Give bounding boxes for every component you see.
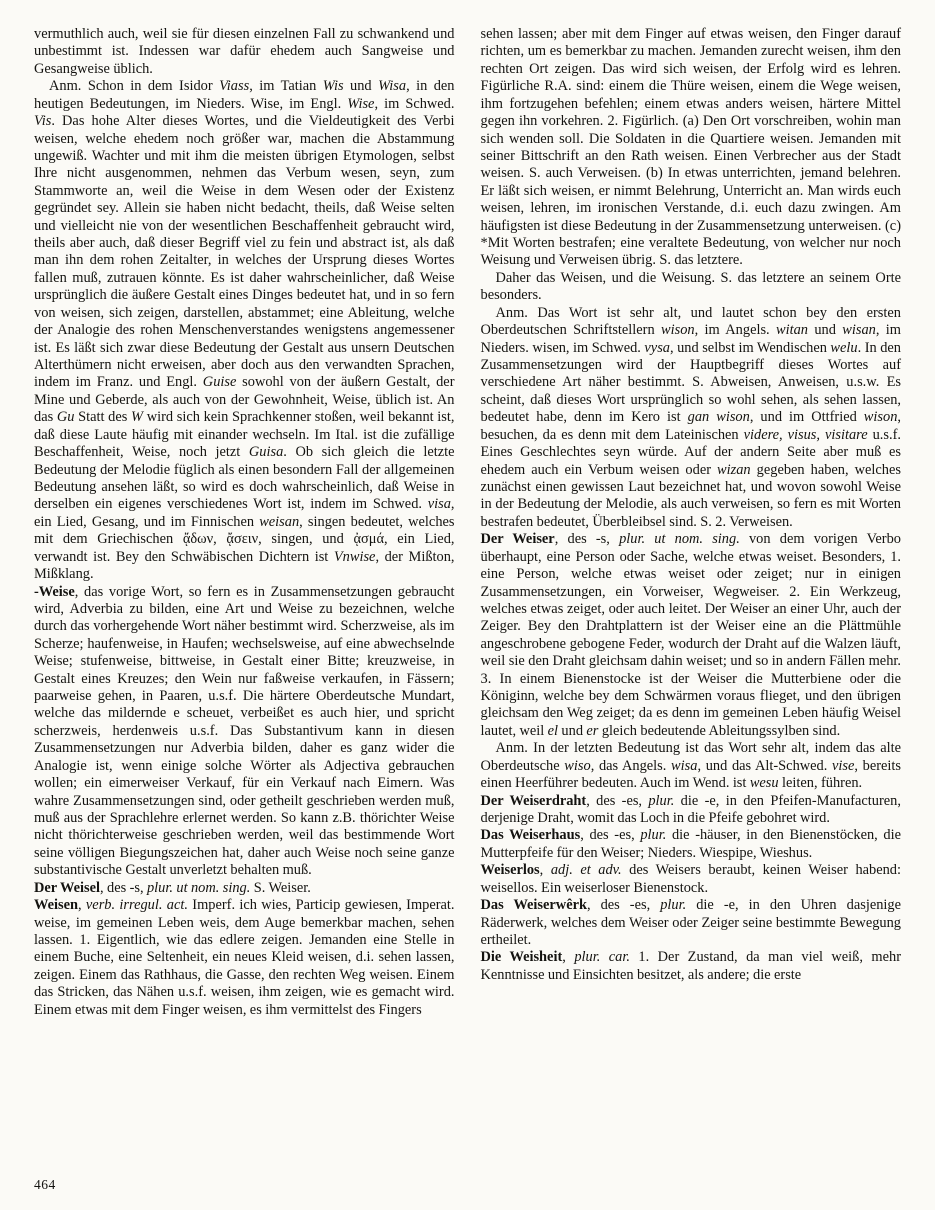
text-run: , bereits einen Heerführer bedeuten. Auch im Wend. ist — [480, 757, 901, 792]
text-run: die -e, in den Uhren dasjenige Räderwerk, welches dem Weiser oder Zeiger seine bestimmte Bewegung ertheilet. — [480, 897, 901, 948]
text-run: , — [539, 862, 551, 879]
entry-weiserwerk — [481, 897, 902, 949]
text-run: des Weisers beraubt, keinen Weiser habend: weisellos. Ein weiserloser Bienenstock. — [480, 862, 901, 896]
text-run: , in den heutigen Bedeutungen, im Nieders. Wise, im Engl. — [34, 78, 455, 112]
page-footer — [34, 1176, 56, 1194]
text-run: Anm. In der letzten Bedeutung ist das Wort sehr alt, indem das alte Oberdeutsche — [480, 740, 901, 774]
anm-weiser — [481, 740, 902, 792]
text-run: , im Angels. — [694, 322, 776, 339]
text-run: leiten, führen. — [778, 775, 863, 792]
text-run: von dem vorigen Verbo überhaupt, eine Person oder Sache, welche etwas weiset. Besonders, 1. eine Person, welche etwas weiset oder zeiget; nur in einigen Zusammensetzungen, ein Vorweiser, Wegweiser. 2. Ein Werkzeug, welches etwas zeiget, oder auch leitet. Der Weiser an einer Uhr, auch der Zeiger. Bey den Drahtplattern ist der Weiser eine an die Plättmühle angeschrobene gebogene Feder, wodurch der Draht auf die Walzen läuft, weil sie den Draht gleichsam dahin weiset; und so in andern Fällen mehr. 3. In einem Bienenstocke ist der Weiser die Mutterbiene oder die Königinn, welche bey dem Schwärmen voraus flieget, und den übrigen gleichsam den Weg zeiget; da es denn im gemeinen Leben häufig Weisel lautet, weil — [480, 531, 901, 739]
text-run: wird sich kein Sprachkenner stoßen, weil bekannt ist, daß diese Laute häufig mit einander wechseln. Im Ital. ist die zufällige Beschaffenheit, Weise, noch jetzt — [34, 409, 455, 461]
text-run: und — [558, 722, 587, 739]
text-run: Wisa — [378, 78, 407, 95]
text-run: wesu — [749, 775, 779, 792]
text-run: u.s.f. Eines Geschlechtes seyn würde. Auf der andern Seite aber muß es ehedem auch ein Verbum weisen oder — [480, 426, 901, 478]
text-run: plur. — [640, 827, 667, 844]
text-run: . In den Zusammensetzungen wird der Hauptbegriff dieses Wortes auf verschiedene Art näher bestimmt. S. Abweisen, Anweisen, u.s.w. Es scheint, daß dieses Wort ursprünglich so wohl sehen, als sehen lassen, bedeutet habe, denn im Kero ist — [480, 339, 901, 426]
text-run: plur. ut nom. sing. — [619, 531, 740, 548]
text-run: verb. irregul. act. — [85, 897, 188, 914]
text-run: er — [586, 722, 599, 739]
text-run: Imperf. ich wies, Particip gewiesen, Imperat. weise, im gemeinen Leben weis, dem Auge bemerkbar machen, sehen lassen. 1. Eigentlich, wie das edlere zeigen. Jemanden eine Stelle in einem Buche, eine Seltenheit, ein neues Kleid weisen, d.i. sehen lassen, zeigen. Einem das Rathhaus, die Gasse, den rechten Weg weisen. Einem das Stricken, das Nähen u.s.f. weisen, ihm zeigen, wie es gemacht wird. Einem etwas mit dem Finger weisen, es ihm vermittelst des Fingers — [34, 897, 455, 1018]
entry-weiserdraht — [481, 793, 902, 828]
text-run: el — [547, 722, 559, 739]
text-run: , — [562, 949, 575, 966]
text-run: witan — [776, 322, 808, 339]
text-run: Vnwise — [333, 548, 376, 565]
text-run: -Weise — [34, 583, 75, 600]
text-run: , der Mißton, Mißklang. — [34, 548, 455, 583]
text-run: vysa — [644, 339, 670, 356]
text-run: plur. ut nom. sing. — [146, 879, 251, 896]
text-run: vermuthlich auch, weil sie für diesen einzelnen Fall zu schwankend und unbestimmt ist. Indessen war dafür ehedem auch Sangweise und Gesangweise üblich. — [34, 26, 455, 77]
text-run: , und das Alt-Schwed. — [697, 757, 832, 774]
text-run: , des -s, — [100, 879, 147, 896]
text-run: Guise — [202, 374, 237, 391]
text-run: Das Weiserhaus — [480, 827, 581, 844]
text-columns — [34, 26, 901, 1019]
text-run: wisan — [842, 322, 876, 339]
text-run: , ein Lied, Gesang, und im Finnischen — [34, 496, 455, 530]
text-run: welu — [830, 339, 858, 356]
text-run: wiso — [564, 757, 591, 774]
text-run: , im Nieders. wisen, im Schwed. — [480, 322, 901, 356]
text-run: Gu — [56, 409, 75, 426]
text-run: , das vorige Wort, so fern es in Zusammensetzungen gebraucht wird, Adverbia zu bilden, eine Art und Weise zu bezeichnen, welche durch das vorhergehende Wort näher bestimmt wird. Scherzweise, als im Scherze; haufenweise, in Haufen; wechselsweise, auf eine abwechselnde Weise; stufenweise, bittweise, in Gestalt einer Bitte; kreuzweise, in Gestalt eines Kreuzes; den Wein nur faßweise verkaufen, in Fässern; paarweise gehen, in Paaren, u.s.f. Die härtere Oberdeutsche Mundart, welche das mildernde e scheuet, verbeißet es auch hier, und spricht scherzweis, herdenweis u.s.f. Das Substantivum kann in diesen Zusammensetzungen nur Adverbia bilden, daher es ganz wider die Analogie ist, wenn einige solche Wörter als Adjectiva gebrauchen wollen; ein eimerweiser Verkauf, für ein Verkauf nach Eimern. Was wahre Zusammensetzungen sind, oder getheilt geschrieben werden muß, muß aus der Sprachlehre erlernet werden. So kann z.B. thörichter Weise nicht thörichterweise geschrieben werden, weil das bestimmende Wort seine völligen Biegungszeichen hat, daher auch Weise noch seine ganze substantivische Gestalt unverletzt behalten muß. — [34, 583, 455, 879]
text-run: Statt des — [74, 409, 132, 426]
text-run: wison — [661, 322, 695, 339]
text-run: Der Weisel — [34, 879, 101, 896]
entry-weiserlos — [481, 862, 902, 897]
anm-etymology-weise — [34, 78, 455, 583]
text-run: , des -es, — [586, 792, 649, 809]
text-run: Viass — [219, 78, 250, 95]
entry-weise-suffix — [34, 584, 455, 880]
text-run: , des -es, — [586, 897, 661, 914]
text-run: vise — [832, 757, 855, 774]
entry-weiserhaus — [481, 827, 902, 862]
text-run: gan wison — [687, 409, 750, 426]
text-run: , des -es, — [580, 827, 641, 844]
text-run: sehen lassen; aber mit dem Finger auf etwas weisen, den Finger darauf richten, um es bemerkbar zu machen. Jemanden zurecht weisen, ihm den rechten Ort zeigen. Das wird sich weisen, der Erfolg wird es lehren. Figürliche R.A. sind: einem die Thüre weisen, einem die Wege weisen, ihm fortzugehen befehlen; einem etwas anders weisen, härtere Mittel gegen ihn vorkehren. 2. Figürlich. (a) Den Ort vorschreiben, wohin man sich wenden soll. Die Soldaten in die Quartiere weisen. Jemanden mit seiner Bittschrift an den Rath weisen. Einen Verbrecher aus der Stadt weisen. S. auch Verweisen. (b) In etwas unterrichten, jemand belehren. Er läßt sich weisen, er nimmt Belehrung, Unterricht an. Man wirds euch weisen, lehren, im ironischen Verstande, d.i. euch dazu zwingen. Am häufigsten ist diese Bedeutung in der Zusammensetzung unterweisen. (c) *Mit Worten bestrafen; eine veraltete Bedeutung, von welcher nur noch Weisung und Verweisen übrig. S. das letztere. — [480, 26, 901, 269]
text-run: , und im Ottfried — [749, 409, 864, 426]
text-run: , des -s, — [554, 531, 620, 548]
text-run: gegeben haben, welches zunächst einen gewissen Laut bezeichnet hat, und wovon sowohl Weise in der Bedeutung der Melodie, als auch verweisen, so fern es mit Worten bestrafen bedeutet, Überbleibsel sind. S. 2. Verweisen. — [480, 461, 901, 530]
text-run: Wise — [347, 95, 375, 112]
text-run: S. Weiser. — [250, 879, 311, 896]
text-run: die -häuser, in den Bienenstöcken, die Mutterpfeife für den Weiser; Nieders. Wiespipe, Wieshus. — [480, 827, 901, 861]
text-run: plur. — [660, 897, 687, 914]
text-run: Vis — [34, 113, 52, 130]
text-run: . Das hohe Alter dieses Wortes, und die Vieldeutigkeit des Verbi weisen, welche ehedem noch größer war, machen die Abstammung ungewiß. Wachter und mit ihm die meisten übrigen Etymologen, selbst Ihre nicht ausgenommen, nehmen das Verbum wesen, seyn, zum Stammworte an, weil die Weise in dem Wesen oder der Existenz gegründet sey. Allein sie haben nicht bedacht, theils, daß Weise selten und vielleicht nie von der wesentlichen Beschaffenheit gebraucht wird, theils aber auch, daß dieser Begriff viel zu fein und abstract ist, als daß man ihn dem rohen Zeitalter, in welches der Ursprung dieses Wortes fallen muß, zutrauen könnte. Es ist daher wahrscheinlicher, daß Weise ursprünglich die äußere Gestalt eines Dinges bedeutet hat, und in so fern von weisen, sich zeigen, darstellen, abstammet; eine Ableitung, welche der Analogie des rohen Menschenverstandes wenigstens angemessener ist. Es läßt sich zwar diese Bedeutung der Gestalt aus unsern Deutschen Alterthümern nicht erweisen, aber doch aus den verwandten Sprachen, indem im Franz. und Engl. — [34, 113, 455, 391]
text-run: adj. et adv. — [550, 862, 622, 879]
left-column — [34, 26, 455, 1019]
text-run: , besuchen, da es denn mit dem Lateinischen — [480, 409, 901, 443]
text-run: und — [808, 322, 843, 339]
text-run: Das Weiserwêrk — [480, 897, 587, 914]
text-run: , — [77, 897, 86, 914]
text-run: Die Weisheit — [480, 949, 563, 966]
derivatives-note — [481, 270, 902, 305]
text-run: Anm. Das Wort ist sehr alt, und lautet schon bey den ersten Oberdeutschen Schriftstellern — [480, 304, 901, 339]
entry-weisheit — [481, 949, 902, 984]
anm-etymology-weisen — [481, 305, 902, 531]
text-run: und — [343, 78, 379, 95]
text-run: Anm. Schon in dem Isidor — [49, 78, 220, 95]
text-run: , singen bedeutet, welches mit dem Griechischen ᾄδων, ᾄσειν, singen, und ᾀσμά, ein Lied, verwandt ist. Bey den Schwäbischen Dichtern ist — [34, 513, 455, 565]
text-run: sowohl von der äußern Gestalt, der Mine und Geberde, als auch von der Gewohnheit, Weise, üblich ist. An das — [34, 374, 455, 426]
text-run: Daher das Weisen, und die Weisung. S. das letztere an seinem Orte besonders. — [480, 269, 901, 304]
text-run: Der Weiserdraht — [480, 792, 587, 809]
text-run: Der Weiser — [480, 531, 555, 548]
text-run: Weisen — [34, 897, 78, 914]
text-run: plur. car. — [574, 949, 630, 966]
text-run: visa — [427, 496, 451, 513]
text-run: Wis — [322, 78, 344, 95]
page-number: 464 — [34, 1177, 56, 1192]
text-run: wizan — [717, 461, 751, 478]
text-run: . Ob sich gleich die letzte Bedeutung der Melodie füglich als einen besondern Fall der allgemeinen Bedeutung ansehen läßt, so wird es doch wahrscheinlich, daß Weise in derselben ein eigenes verschiedenes Wort ist, indem im Schwed. — [34, 444, 455, 513]
entry-weisen — [34, 897, 455, 1019]
right-column — [481, 26, 902, 1019]
text-run: , im Schwed. — [374, 95, 455, 112]
continuation-weise — [34, 26, 455, 78]
text-run: 1. Der Zustand, da man viel weiß, mehr Kenntnisse und Einsichten besitzet, als andere; die erste — [480, 949, 902, 983]
text-run: die -e, in den Pfeifen-Manufacturen, derjenige Draht, womit das Loch in die Pfeife gebohret wird. — [480, 792, 901, 826]
text-run: plur. — [648, 792, 675, 809]
text-run: W — [131, 409, 144, 426]
text-run: , das Angels. — [590, 757, 672, 774]
text-run: gleich bedeutende Ableitungssylben sind. — [598, 722, 841, 739]
text-run: videre, visus, visitare — [743, 426, 868, 443]
text-run: weisan — [259, 513, 300, 530]
text-run: , im Tatian — [249, 78, 323, 95]
text-run: wisa — [671, 757, 698, 774]
text-run: Weiserlos — [480, 862, 540, 879]
entry-der-weisel — [34, 880, 455, 897]
text-run: wison — [863, 409, 898, 426]
text-run: , und selbst im Wendischen — [670, 339, 831, 356]
continuation-weisen — [481, 26, 902, 270]
entry-der-weiser — [481, 531, 902, 740]
text-run: Guisa — [248, 444, 284, 461]
